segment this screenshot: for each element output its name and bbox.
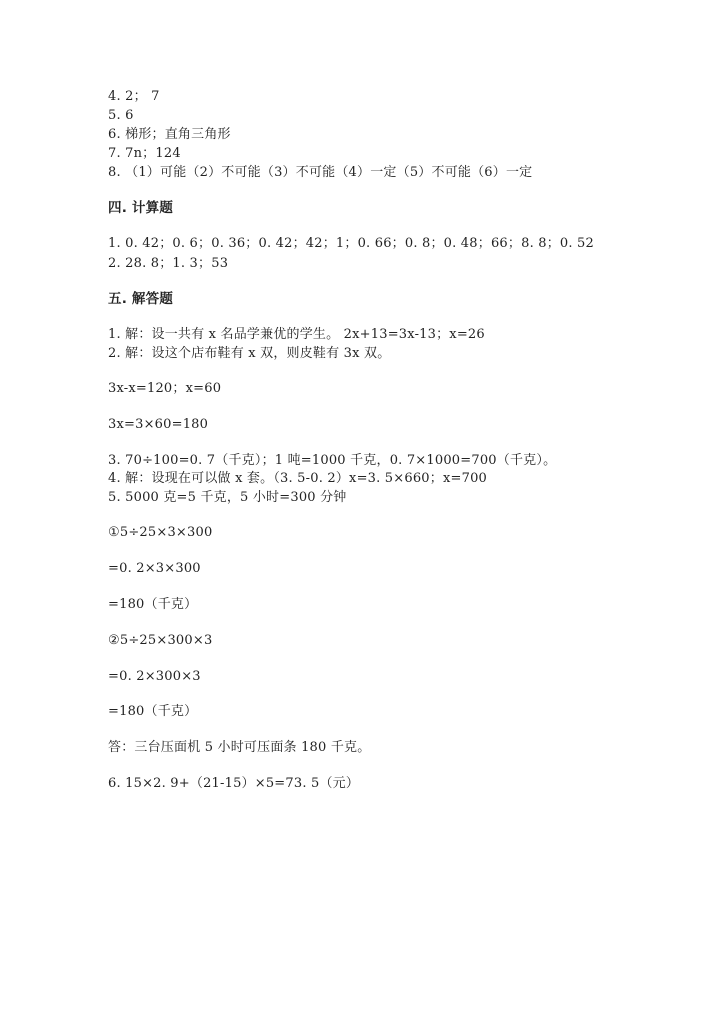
answer-5-5-method2-result: =180（千克） [108,704,198,719]
answer-3-6: 6. 梯形；直角三角形 [108,127,231,142]
answer-5-5-method1: ①5÷25×3×300 [108,525,213,540]
answer-5-3: 3. 70÷100=0. 7（千克）；1 吨=1000 千克，0. 7×1000=700（千克）。 [108,453,557,468]
answer-4-2: 2. 28. 8；1. 3；53 [108,256,229,271]
section-5-heading: 五. 解答题 [108,291,174,307]
answer-5-1: 1. 解：设一共有 x 名品学兼优的学生。 2x+13=3x-13；x=26 [108,327,485,342]
answer-5-4: 4. 解：设现在可以做 x 套。（3. 5-0. 2）x=3. 5×660；x=700 [108,471,488,486]
answer-3-4: 4. 2； 7 [108,89,160,104]
answer-5-5-method2-step1: =0. 2×300×3 [108,669,201,684]
answer-5-2-step1: 3x-x=120；x=60 [108,381,222,396]
answer-3-7: 7. 7n；124 [108,146,181,161]
answer-5-5: 5. 5000 克=5 千克，5 小时=300 分钟 [108,490,347,505]
section-4-heading: 四. 计算题 [108,200,174,216]
answer-5-5-method2: ②5÷25×300×3 [108,633,213,648]
answer-5-6: 6. 15×2. 9+（21-15）×5=73. 5（元） [108,776,360,791]
answer-5-5-conclusion: 答：三台压面机 5 小时可压面条 180 千克。 [108,740,371,755]
answer-5-5-method1-step1: =0. 2×3×300 [108,561,201,576]
answer-5-2-step2: 3x=3×60=180 [108,417,209,432]
answer-3-5: 5. 6 [108,108,134,123]
answer-3-8: 8. （1）可能（2）不可能（3）不可能（4）一定（5）不可能（6）一定 [108,165,533,180]
answer-5-5-method1-result: =180（千克） [108,597,198,612]
answer-4-1: 1. 0. 42；0. 6；0. 36；0. 42；42；1；0. 66；0. 8；0. 48；66；8. 8；0. 52 [108,236,594,251]
answer-5-2: 2. 解：设这个店布鞋有 x 双，则皮鞋有 3x 双。 [108,346,391,361]
